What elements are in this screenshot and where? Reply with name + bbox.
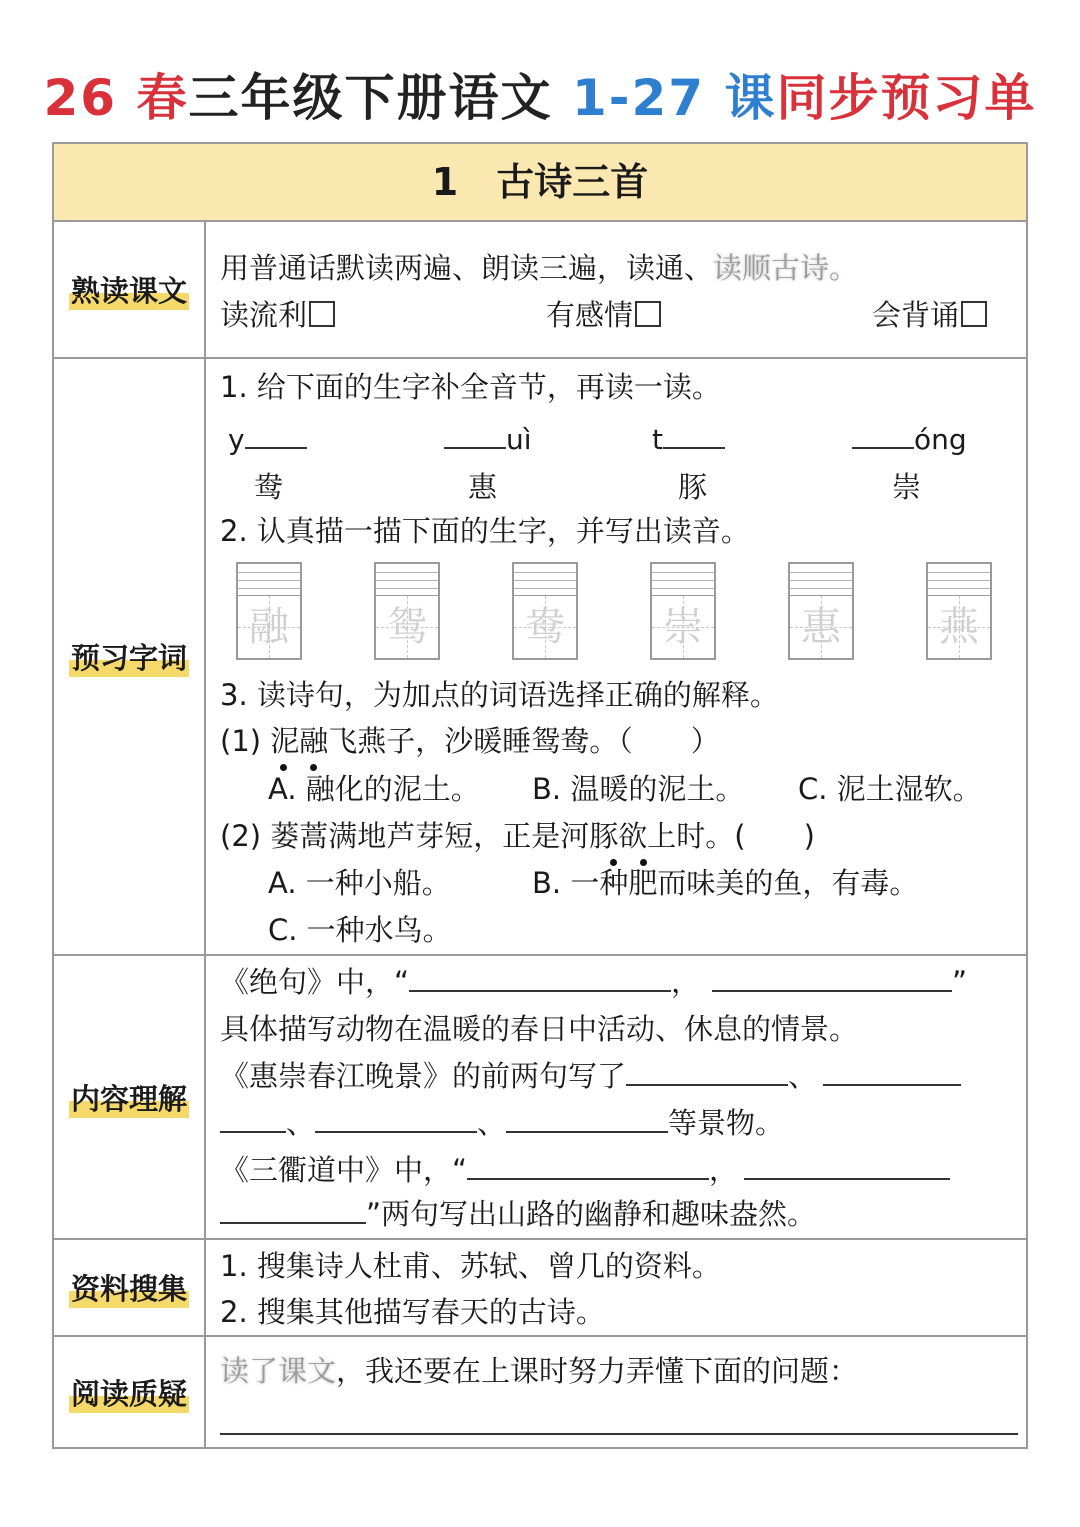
row-preview [54,359,1026,956]
content-line-5: 《三衢道中》中，“ ， [220,1150,950,1190]
content-line-2: 具体描写动物在温暖的春日中活动、休息的情景。 [220,1012,859,1046]
title-sheet: 同步预习单 [776,69,1037,127]
watermark-text: 读顺古诗。 [713,251,859,285]
pinyin-blank-3[interactable]: t [652,421,725,456]
question-prompt: 读了课文，我还要在上课时努力弄懂下面的问题： [220,1354,859,1388]
option-a: A. 一种小船。 [268,866,451,900]
read-instruction: 用普通话默读两遍、朗读三遍，读通、读顺古诗。 [220,251,859,285]
option-a: A. 融化的泥土。 [268,772,480,806]
watermark-text: 读了课文 [220,1354,337,1388]
tracing-grid[interactable] [374,562,440,660]
title-range: 1-27 课 [571,69,777,127]
row-content [54,956,1026,1240]
content-line-6: ”两句写出山路的幽静和趣味盎然。 [220,1194,816,1234]
row-question [54,1337,1026,1447]
trace-char: 崇 [663,604,703,650]
answer-blank[interactable] [712,964,952,992]
trace-char: 惠 [801,604,841,650]
answer-blank[interactable] [506,1105,668,1133]
checkbox[interactable] [961,301,987,327]
pinyin-blank-2[interactable]: uì [444,421,532,456]
check-fluent[interactable]: 读流利 [220,295,335,335]
tracing-grid[interactable] [926,562,992,660]
answer-blank[interactable] [467,1152,709,1180]
question-3-1: (1) 泥融飞燕子，沙暖睡鸳鸯。（ ） [220,724,720,758]
title-grade: 三年级下册语文 [188,69,553,127]
collect-item-1: 1. 搜集诗人杜甫、苏轼、曾几的资料。 [220,1249,721,1283]
lesson-title: 1 古诗三首 [54,144,1026,222]
answer-blank[interactable] [409,964,671,992]
collect-item-2: 2. 搜集其他描写春天的古诗。 [220,1295,605,1329]
option-b: B. 一种肥而味美的鱼，有毒。 [532,866,919,900]
option-c: C. 一种水鸟。 [268,913,452,947]
row-label: 资料搜集 [54,1240,206,1335]
pinyin-char: 惠 [468,470,498,504]
check-emotion[interactable]: 有感情 [546,295,661,335]
title-season: 26 春 [43,69,189,127]
question-2: 2. 认真描一描下面的生字，并写出读音。 [220,514,750,548]
trace-char: 融 [249,604,289,650]
pinyin-char: 鸯 [254,470,284,504]
checkbox[interactable] [309,301,335,327]
row-label: 熟读课文 [54,222,206,357]
row-label: 阅读质疑 [54,1337,206,1447]
answer-blank[interactable] [315,1105,477,1133]
worksheet-table [52,142,1028,1449]
check-recite[interactable]: 会背诵 [872,295,987,335]
pinyin-blank-4[interactable]: óng [852,421,967,456]
option-c: C. 泥土湿软。 [798,772,982,806]
answer-blank[interactable] [220,1196,366,1224]
checkbox[interactable] [635,301,661,327]
content-line-3: 《惠崇春江晚景》的前两句写了 、 [220,1056,961,1096]
answer-blank[interactable] [220,1105,286,1133]
tracing-grid[interactable] [788,562,854,660]
question-1: 1. 给下面的生字补全音节，再读一读。 [220,370,721,404]
content-line-4: 、 、 等景物。 [220,1103,784,1143]
trace-char: 燕 [939,604,979,650]
option-b: B. 温暖的泥土。 [532,772,745,806]
tracing-grid[interactable] [236,562,302,660]
page-title [0,58,1080,130]
pinyin-char: 崇 [892,470,922,504]
trace-char: 鸳 [387,604,427,650]
row-label: 内容理解 [54,956,206,1238]
answer-blank[interactable] [626,1058,788,1086]
row-read [54,222,1026,359]
content-line-1: 《绝句》中，“ ， ” [220,965,968,999]
row-collect [54,1240,1026,1337]
pinyin-char: 豚 [678,470,708,504]
answer-blank[interactable] [823,1058,961,1086]
question-3: 3. 读诗句，为加点的词语选择正确的解释。 [220,678,779,712]
tracing-grid[interactable] [512,562,578,660]
answer-blank[interactable] [744,1152,950,1180]
trace-char: 鸯 [525,604,565,650]
pinyin-blank-1[interactable]: y [228,421,307,456]
answer-line[interactable] [220,1433,1018,1435]
question-3-2: (2) 蒌蒿满地芦芽短，正是河豚欲上时。( ) [220,819,815,853]
row-label: 预习字词 [54,359,206,954]
tracing-grid[interactable] [650,562,716,660]
